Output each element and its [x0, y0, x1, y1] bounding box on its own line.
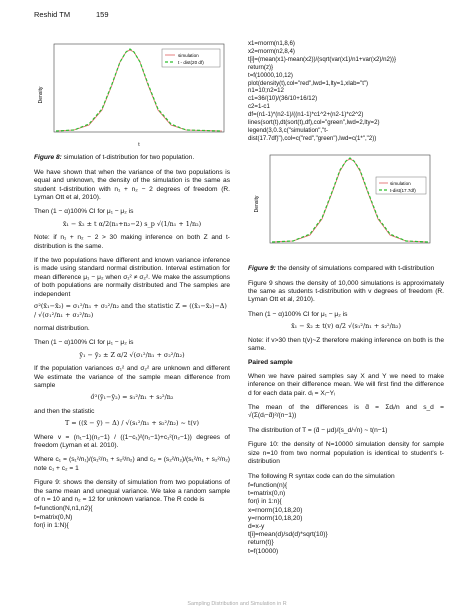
para-t-distribution: The distribution of T = (d̄ − μd)/(s_d/√n) ~ t(n−1) — [248, 426, 388, 434]
para-equal-variance: We have shown that when the variance of the two populations is equal and unknown, the density of the simulation is the same as student t-distribution with n₁ + n₂ − 2 degrees of freedom (R. Lyman Ott et al, 2010). — [34, 168, 230, 202]
fig9-legend-tdist: t-dist(17.7df) — [390, 187, 416, 193]
fig8-ylabel: Density — [38, 86, 44, 104]
para-note-2: Note: if v>30 then t(v)~Z therefore making inference on both is the same. — [248, 336, 444, 353]
para-c-weights: Where c₁ = (s₁²/n₁)/(s₁²/n₁ + s₂²/n₂) and c₂ = (s₂²/n₂)/(s₁²/n₁ + s₂²/n₂) note c₁ + c₂ = 1 — [34, 456, 230, 472]
fig9-simulation-curve — [272, 159, 428, 242]
para-note-1: Note: if n₁ + n₂ − 2 > 30 making inference on both Z and t-distribution is the same. — [34, 234, 230, 250]
para-ci-2: Then (1 − α)100% CI for μ₁ − μ₂ is — [34, 339, 134, 347]
para-statistic: and then the statistic — [34, 407, 95, 415]
fig8-xlabel: t — [138, 142, 140, 148]
r-code-right-1: x1=rnorm(n1,8,6) x2=rnorm(n2,8,4) t[i]=(mean(x1)-mean(x2))/(sqrt(var(x1)/n1+var(x2)/n2))} return(z)} t=f(10000,10,12) plot(density(t),col="red",lwd=1,lty=1,xlab="t") n1=10;n2=12 c1=36/(10)/(36/10+16/12) c2=1-c1 df=(n1-1)*(n2-1)/((n1-1)*c1^2+(n2-1)*c2^2) lines(sort(t),dt(sort(t),df),col="green",lwd=2,lty=2) legend(3,0.3,c("simulation","t- dist(17.7df)"),col=c("red","green"),lwd=c(1*","2)) — [248, 40, 396, 142]
equation-ci-pooled: x̄₁ − x̄₂ ± t α/2(n₁+n₂−2) s_p √(1/n₁ + 1/n₂) — [62, 219, 202, 228]
page-footer: Sampling Distribution and Simulation in R — [187, 601, 287, 607]
equation-variance-estimate: σ̂²(ȳ₁−ȳ₂) = s₁²/n₁ + s₂²/n₂ — [90, 393, 174, 402]
para-r-syntax: The following R syntax code can do the simulation — [248, 472, 395, 480]
fig9-legend-simulation: simulation — [390, 180, 411, 186]
header-author: Reshid TM — [34, 10, 71, 19]
para-unknown-variance: If the population variances σ₁² and σ₂² are unknown and different We estimate the variance of the sample mean difference from sample — [34, 365, 230, 389]
equation-ci-z: ȳ₁ − ȳ₂ ± Z α/2 √(σ₁²/n₁ + σ₂²/n₂) — [79, 350, 185, 359]
para-known-variance: If the two populations have different and known variance inference is made using standard normal distribution. Interval estimation for mean difference μ₁ − μ₂ when σ₁² ≠ σ₂². We make the assumptions of both populations are normally distributed and The samples are independent — [34, 257, 230, 298]
para-figure10: Figure 10: the density of N=10000 simulation density for sample size n=10 from two normal population is identical to student's t-distribution — [248, 441, 444, 466]
figure-9-caption: Figure 9: the density of simulations compared with t-distribution — [248, 265, 435, 273]
header-page-number: 159 — [96, 10, 109, 19]
equation-z-statistic: σ²(x̄₁−x̄₂) = σ₁²/n₁ + σ₂²/n₂ and the statistic Z = ((x̄₁−x̄₂)−Δ) / √(σ₁²/n₁ + σ₂²/n₂) — [34, 302, 227, 319]
left-column — [34, 40, 230, 536]
r-code-left: f=function(N,n1,n2){ t=matrix(0,N) for(i in 1:N){ — [34, 505, 93, 529]
right-column — [248, 40, 444, 562]
figure-8-plot — [34, 40, 230, 148]
para-paired-intro: When we have paired samples say X and Y we need to make inference on their difference mean. We will first find the difference d for each data pair. dᵢ = Xᵢ−Yᵢ — [248, 372, 444, 397]
fig9-tdist-curve — [272, 158, 428, 242]
para-degrees-freedom: Where v = (n₁−1)(n₂−1) / ((1−c₁)²(n₁−1)+c₁²(n₂−1)) degrees of freedom (Lyman et al. 2010). — [34, 433, 230, 449]
fig8-legend-simulation: simulation — [178, 53, 199, 58]
para-ci-1: Then (1 − α)100% CI for μ₁ − μ₂ is — [34, 208, 134, 216]
para-figure9-intro: Figure 9: shows the density of simulation from two populations of the same mean and unequal variance. We take a random sample of n = 10 and n₂ = 12 for unknown variance. The R code is — [34, 479, 230, 503]
fig8-legend-tdist: t - dist(20 df) — [178, 60, 204, 65]
figure-8-caption: Figure 8: simulation of t-distribution for two population. — [34, 154, 195, 162]
para-mean-differences: The mean of the differences is d̄ = Σdᵢ/n and s_d = √(Σ(dᵢ−d̄)²/(n−1)) — [248, 404, 444, 420]
fig9-ylabel: Density — [254, 195, 260, 213]
equation-ci-tv: x̄₁ − x̄₂ ± t(v) α/2 √(s₁²/n₁ + s₂²/n₂) — [291, 322, 401, 331]
section-paired-sample: Paired sample — [248, 359, 293, 367]
r-code-right-2: f=function(n){ t=matrix(0,n) for(i in 1:n){ x=rnorm(10,18,20) y=rnorm(10,18,20) d=x-y t[i]=mean(d)/sd(d)*sqrt(10)} return(t)} t=f(10000) — [248, 481, 328, 555]
para-ci-3: Then (1 − α)100% CI for μ₁ − μ₂ is — [248, 310, 348, 318]
figure-9-plot — [248, 149, 444, 259]
equation-t-statistic: T = ((x̄ − ȳ) − Δ) / √(s₁²/n₁ + s₂²/n₂) ~ t(v) — [64, 419, 200, 428]
para-figure9-desc: Figure 9 shows the density of 10,000 simulations is approximately the same as students t-distribution with v degrees of freedom (R. Lyman Ott et al, 2010). — [248, 279, 444, 304]
para-normal: normal distribution. — [34, 324, 90, 332]
